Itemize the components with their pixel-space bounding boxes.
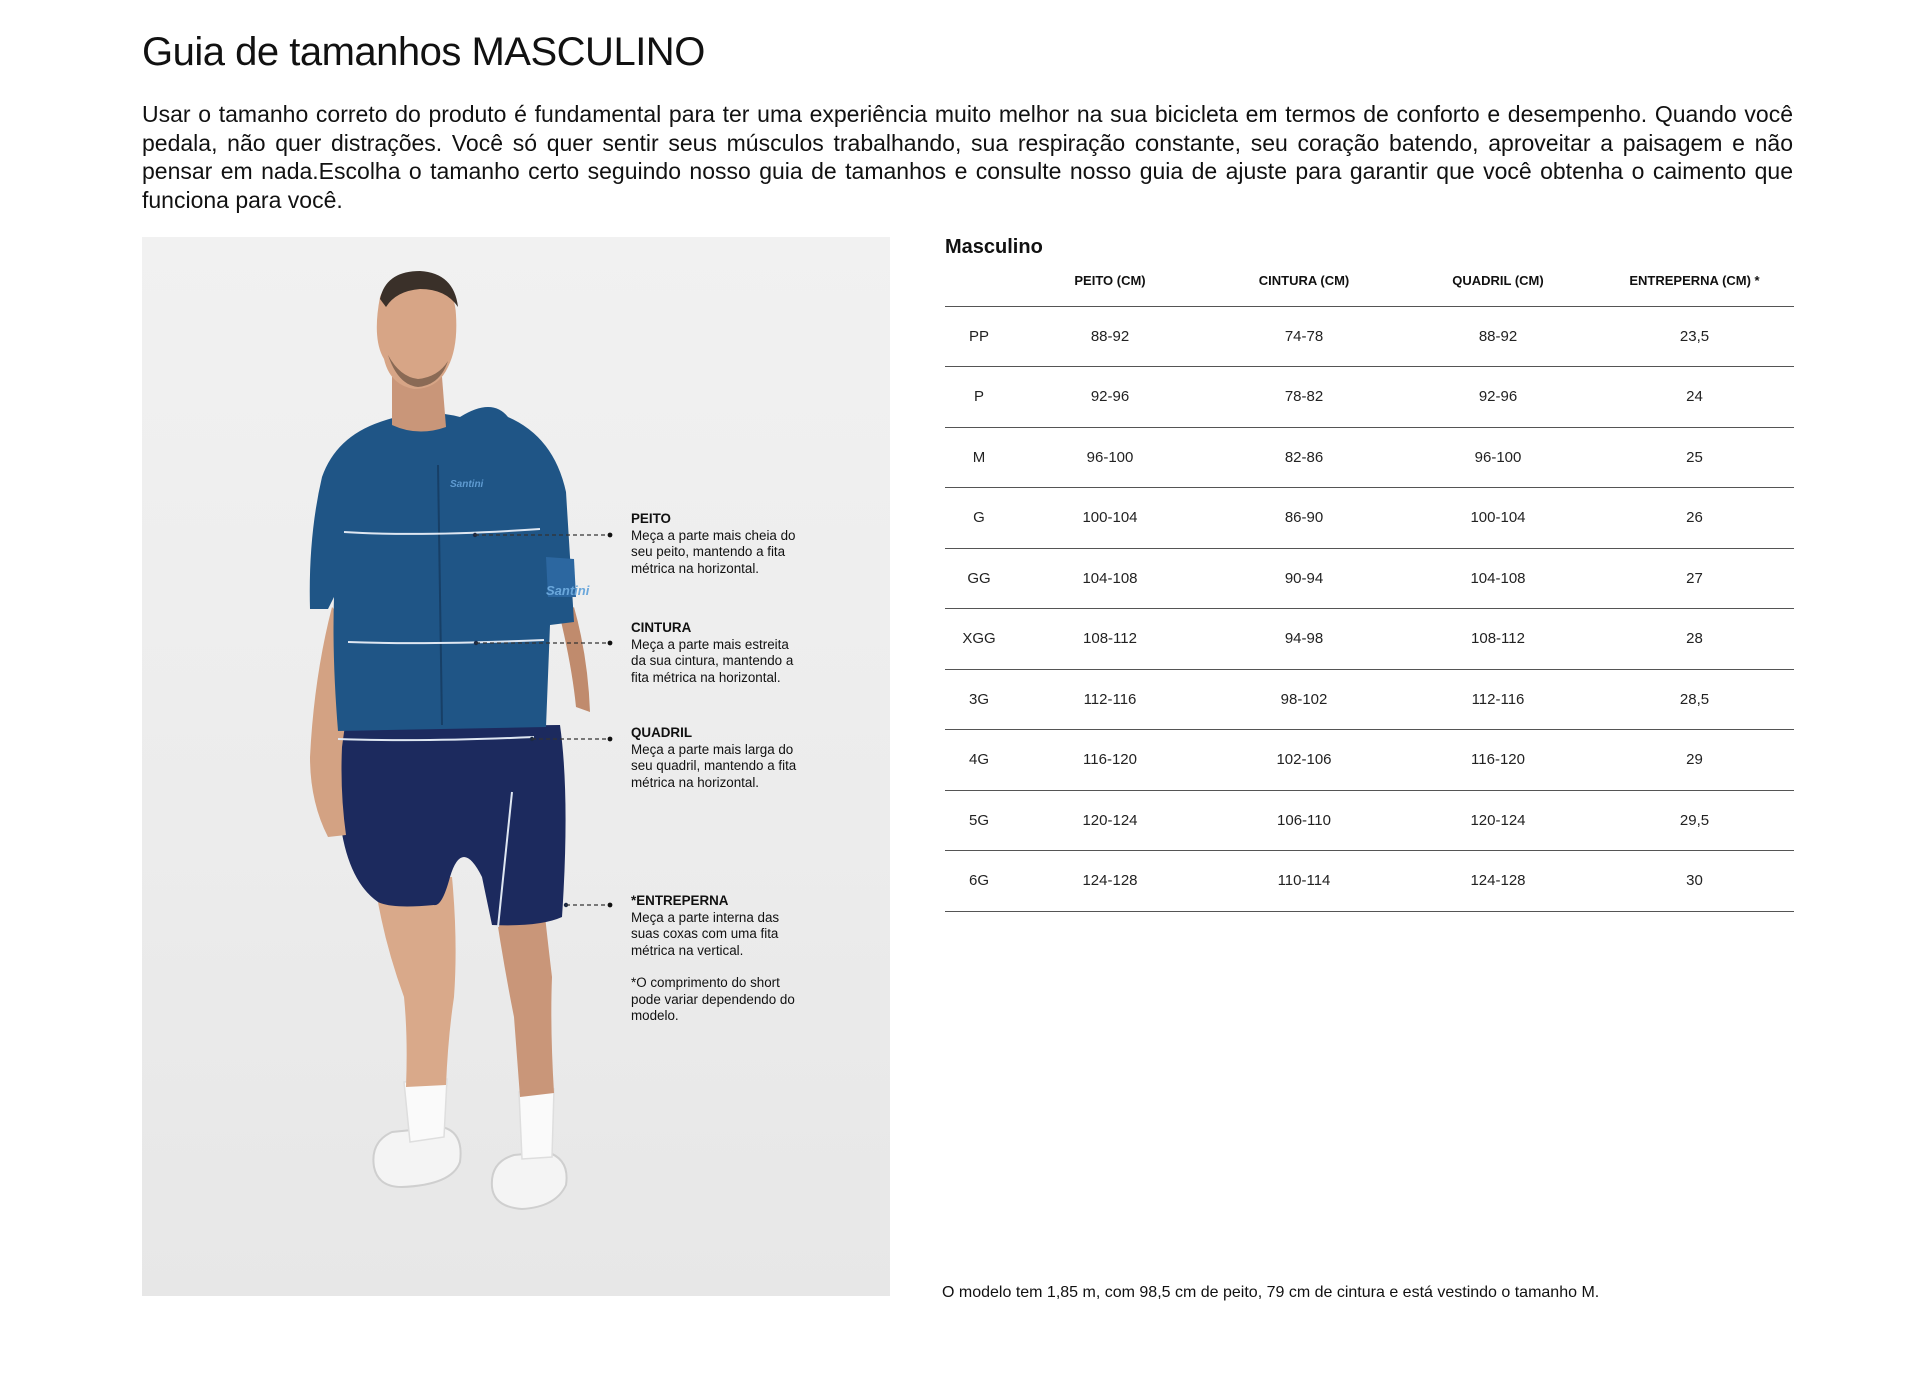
page-title: Guia de tamanhos MASCULINO [142,30,705,74]
table-row [945,790,1794,851]
left-sock [404,1079,447,1142]
sleeve-logo-text: Santini [546,583,590,598]
inseam-cell: 29 [1595,730,1794,791]
inseam-cell: 28 [1595,609,1794,670]
table-row [945,669,1794,730]
inseam-cell: 25 [1595,427,1794,488]
chest-cell: 100-104 [1013,488,1207,549]
inseam-cell: 28,5 [1595,669,1794,730]
waist-cell: 82-86 [1207,427,1401,488]
callout-hip-text: Meça a parte mais larga do seu quadril, mantendo a fita métrica na horizontal. [631,741,797,790]
callout-waist-title: CINTURA [631,620,692,635]
waist-cell: 78-82 [1207,367,1401,428]
chest-cell: 92-96 [1013,367,1207,428]
size-cell: P [945,367,1013,428]
hip-cell: 88-92 [1401,306,1595,367]
waist-cell: 98-102 [1207,669,1401,730]
jersey-logo-text: Santini [450,479,484,490]
column-header-inseam: ENTREPERNA (CM) * [1595,256,1794,306]
waist-cell: 106-110 [1207,790,1401,851]
size-cell: GG [945,548,1013,609]
inseam-cell: 23,5 [1595,306,1794,367]
hip-cell: 108-112 [1401,609,1595,670]
waist-cell: 74-78 [1207,306,1401,367]
table-row [945,548,1794,609]
waist-cell: 86-90 [1207,488,1401,549]
inseam-cell: 30 [1595,851,1794,912]
chest-cell: 104-108 [1013,548,1207,609]
callout-inseam-title: *ENTREPERNA [631,893,729,908]
right-shoe [492,1152,567,1209]
chest-cell: 124-128 [1013,851,1207,912]
inseam-cell: 27 [1595,548,1794,609]
callout-chest-title: PEITO [631,511,671,526]
inseam-cell: 29,5 [1595,790,1794,851]
table-header-row [945,256,1794,306]
size-cell: 3G [945,669,1013,730]
chest-cell: 112-116 [1013,669,1207,730]
model-note: O modelo tem 1,85 m, com 98,5 cm de peito, 79 cm de cintura e está vestindo o tamanho M. [942,1284,1600,1301]
chest-cell: 96-100 [1013,427,1207,488]
chest-cell: 120-124 [1013,790,1207,851]
callout-chest [631,511,801,577]
table-row [945,306,1794,367]
callout-chest-text: Meça a parte mais cheia do seu peito, mantendo a fita métrica na horizontal. [631,527,796,576]
callout-hip-title: QUADRIL [631,725,692,740]
chest-cell: 108-112 [1013,609,1207,670]
callout-inseam-note: *O comprimento do short pode variar dependendo do modelo. [631,975,795,1023]
hip-cell: 104-108 [1401,548,1595,609]
waist-cell: 102-106 [1207,730,1401,791]
right-sock [519,1089,554,1159]
hip-cell: 120-124 [1401,790,1595,851]
callout-waist-text: Meça a parte mais estreita da sua cintura, mantendo a fita métrica na horizontal. [631,636,794,685]
left-leg [374,877,456,1087]
chest-cell: 88-92 [1013,306,1207,367]
chest-cell: 116-120 [1013,730,1207,791]
hip-cell: 96-100 [1401,427,1595,488]
hip-cell: 92-96 [1401,367,1595,428]
inseam-cell: 24 [1595,367,1794,428]
waist-cell: 110-114 [1207,851,1401,912]
model-photo [142,237,890,1296]
size-cell: G [945,488,1013,549]
callout-waist [631,620,801,686]
callout-inseam [631,893,801,1025]
size-cell: 4G [945,730,1013,791]
table-row [945,488,1794,549]
size-table [945,256,1794,912]
table-row [945,851,1794,912]
intro-paragraph: Usar o tamanho correto do produto é fundamental para ter uma experiência muito melhor na sua bicicleta em termos de conforto e desempenho. Quando você pedala, não quer distrações. Você só quer sentir seus músculos trabalhando, sua respiração constante, seu coração batendo, aproveitar a paisagem e não pensar em nada.Escolha o tamanho certo seguindo nosso guia de tamanhos e consulte nosso guia de ajuste para garantir que você obtenha o caimento que funciona para você. [142,101,1793,213]
waist-cell: 94-98 [1207,609,1401,670]
callout-hip [631,725,801,791]
hip-cell: 100-104 [1401,488,1595,549]
column-header-size [945,256,1013,306]
table-row [945,367,1794,428]
inseam-cell: 26 [1595,488,1794,549]
hip-cell: 116-120 [1401,730,1595,791]
size-cell: 5G [945,790,1013,851]
table-row [945,427,1794,488]
size-cell: PP [945,306,1013,367]
column-header-waist: CINTURA (CM) [1207,256,1401,306]
hip-cell: 124-128 [1401,851,1595,912]
table-row [945,730,1794,791]
column-header-chest: PEITO (CM) [1013,256,1207,306]
size-cell: M [945,427,1013,488]
callout-inseam-text: Meça a parte interna das suas coxas com uma fita métrica na vertical. [631,909,780,958]
waist-cell: 90-94 [1207,548,1401,609]
table-row [945,609,1794,670]
table-heading: Masculino [945,236,1043,258]
column-header-hip: QUADRIL (CM) [1401,256,1595,306]
size-cell: 6G [945,851,1013,912]
size-cell: XGG [945,609,1013,670]
hip-cell: 112-116 [1401,669,1595,730]
